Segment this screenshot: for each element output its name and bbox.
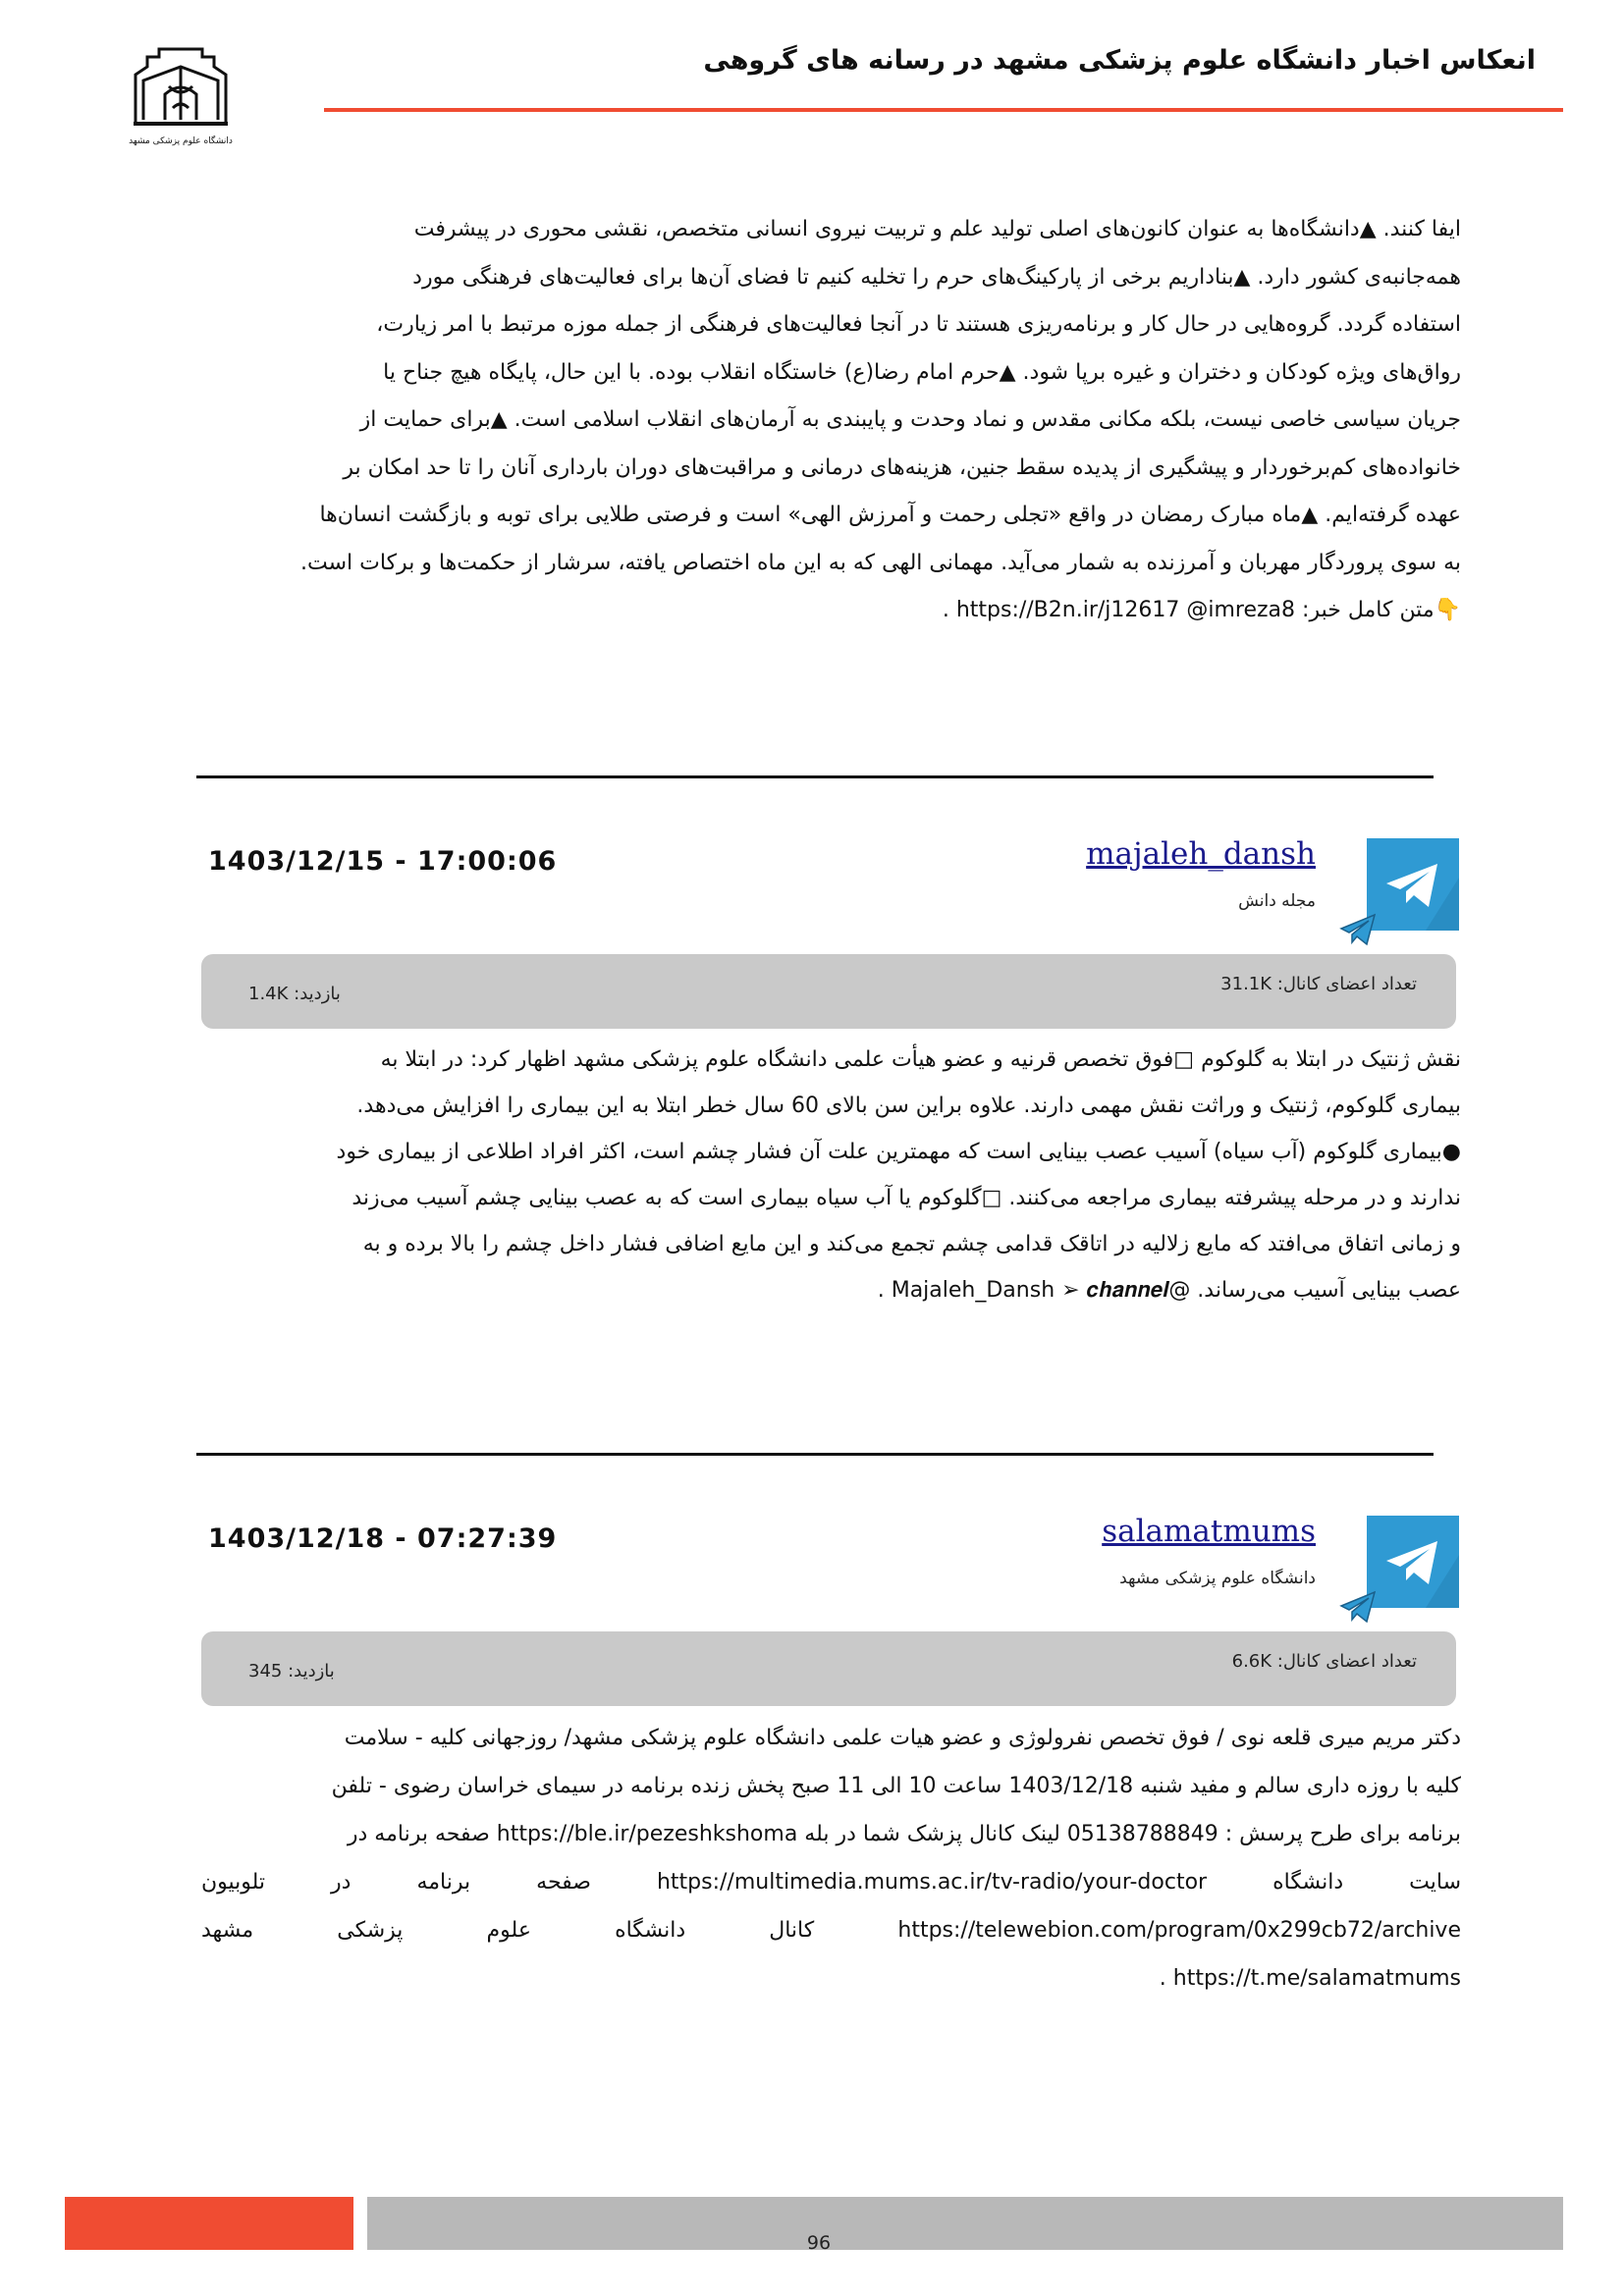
post-line: ندارند و در مرحله پیشرفته بیماری مراجعه می‌کنند. □گلوکوم یا آب سیاه بیماری است که به عصب بینایی چشم آسیب می‌زند <box>352 1186 1461 1210</box>
post-views: بازدید: 345 <box>248 1661 335 1682</box>
post-line: سایت دانشگاه https://multimedia.mums.ac.ir/tv-radio/your-doctor صفحه برنامه در تلوبیون <box>201 1870 1462 1895</box>
article-line: همه‌جانبه‌ی کشور دارد. ▲بناداریم برخی از پارکینگ‌های حرم را تخلیه کنیم تا فضای آن‌ها برای فعالیت‌های فرهنگی مورد <box>412 264 1461 290</box>
post-separator <box>196 775 1434 778</box>
channel-subtitle: مجله دانش <box>1238 891 1316 911</box>
post-line: دکتر مریم میری قلعه نوی / فوق تخصص نفرولوژی و عضو هیات علمی دانشگاه علوم پزشکی مشهد/ روزجهانی کلیه - سلامت <box>344 1726 1461 1750</box>
channel-members: تعداد اعضای کانال: 6.6K <box>1231 1651 1417 1672</box>
telegram-icon <box>1367 838 1459 931</box>
post-body <box>201 1714 1461 2002</box>
channel-link[interactable]: majaleh_dansh <box>1086 836 1316 872</box>
post-line: ●بیماری گلوکوم (آب سیاه) آسیب عصب بینایی است که مهمترین علت آن فشار چشم است، اکثر افراد اطلاعی از بیماری خود <box>336 1140 1461 1164</box>
channel-subtitle: دانشگاه علوم پزشکی مشهد <box>1119 1569 1316 1588</box>
post-separator <box>196 1453 1434 1456</box>
article-line: ایفا کنند. ▲دانشگاه‌ها به عنوان کانون‌های اصلی تولید علم و تربیت نیروی انسانی متخصص، نقشی محوری در پیشرفت <box>413 217 1461 241</box>
channel-stats-bar <box>201 954 1456 1029</box>
post-line: برنامه برای طرح پرسش : 05138788849 لینک کانال پزشک شما در بله https://ble.ir/pezeshkshoma صفحه برنامه در <box>347 1822 1461 1846</box>
article-line: استفاده گردد. گروه‌هایی در حال کار و برنامه‌ریزی هستند تا در آنجا فعالیت‌های فرهنگی از جمله موزه مرتبط با امر زیارت، <box>376 312 1461 337</box>
page-number: 96 <box>806 2232 832 2254</box>
article-line: خانواده‌های کم‌برخوردار و پیشگیری از پدیده سقط جنین، هزینه‌های درمانی و مراقبت‌های دوران بارداری آنان را تا حد امکان بر <box>343 454 1461 480</box>
footer-accent <box>65 2197 353 2250</box>
article-line: عهده گرفته‌ایم. ▲ماه مبارک رمضان در واقع «تجلی رحمت و آمرزش الهی» است و فرصتی طلایی برای توبه و بازگشت انسان‌ها <box>319 503 1461 527</box>
channel-stats-bar <box>201 1631 1456 1706</box>
article-link-line[interactable]: 👇متن کامل خبر: https://B2n.ir/j12617 @imreza8 . <box>942 598 1461 622</box>
telegram-small-icon <box>1339 913 1377 946</box>
post-line: و زمانی اتفاق می‌افتد که مایع زلالیه در اتاقک قدامی چشم تجمع می‌کند و این مایع اضافی فشار داخل چشم را بالا برده و به <box>362 1232 1461 1256</box>
header-divider <box>324 108 1563 112</box>
telegram-small-icon <box>1339 1590 1377 1624</box>
footer-bar <box>367 2197 1563 2250</box>
post-views: بازدید: 1.4K <box>248 984 341 1004</box>
article-line: رواق‌های ویژه کودکان و دختران و غیره برپا شود. ▲حرم امام رضا(ع) خاستگاه انقلاب بوده. با این حال، پایگاه هیچ جناح یا <box>383 359 1461 385</box>
article-line: جریان سیاسی خاصی نیست، بلکه مکانی مقدس و نماد وحدت و پایبندی به آرمان‌های انقلاب اسلامی است. ▲برای حمایت از <box>359 407 1461 432</box>
post-date: 1403/12/15 - 17:00:06 <box>208 846 558 877</box>
post-link-line[interactable]: https://t.me/salamatmums . <box>1159 1966 1461 1991</box>
post-line: https://telewebion.com/program/0x299cb72/archive کانال دانشگاه علوم پزشکی مشهد <box>201 1918 1461 1943</box>
post-link-line[interactable]: عصب بینایی آسیب می‌رساند. @Majaleh_Dansh ➢ 𝒄𝒉𝒂𝒏𝒏𝒆𝒍 . <box>877 1278 1461 1303</box>
post-line: کلیه با روزه داری سالم و مفید شنبه 1403/12/18 ساعت 10 الی 11 صبح پخش زنده برنامه در سیمای خراسان رضوی - تلفن <box>331 1774 1461 1798</box>
post-line: نقش ژنتیک در ابتلا به گلوکوم □فوق تخصص قرنیه و عضو هیأت علمی دانشگاه علوم پزشکی مشهد اظهار کرد: در ابتلا به <box>380 1047 1461 1072</box>
article-continuation <box>201 206 1461 635</box>
channel-link[interactable]: salamatmums <box>1102 1514 1316 1549</box>
page-header-title: انعکاس اخبار دانشگاه علوم پزشکی مشهد در رسانه های گروهی <box>703 45 1536 76</box>
post-date: 1403/12/18 - 07:27:39 <box>208 1523 558 1554</box>
university-logo <box>126 37 236 155</box>
post-body <box>201 1037 1461 1313</box>
telegram-icon <box>1367 1516 1459 1608</box>
channel-members: تعداد اعضای کانال: 31.1K <box>1220 974 1417 994</box>
logo-caption: دانشگاه علوم پزشکی مشهد <box>129 136 233 146</box>
post-line: بیماری گلوکوم، ژنتیک و وراثت نقش مهمی دارند. علاوه براین سن بالای 60 سال خطر ابتلا به این بیماری را افزایش می‌دهد. <box>356 1094 1461 1118</box>
article-line: به سوی پروردگار مهربان و آمرزنده به شمار می‌آید. مهمانی الهی که به این ماه اختصاص یافته، سرشار از حکمت‌ها و برکات است. <box>300 550 1461 575</box>
